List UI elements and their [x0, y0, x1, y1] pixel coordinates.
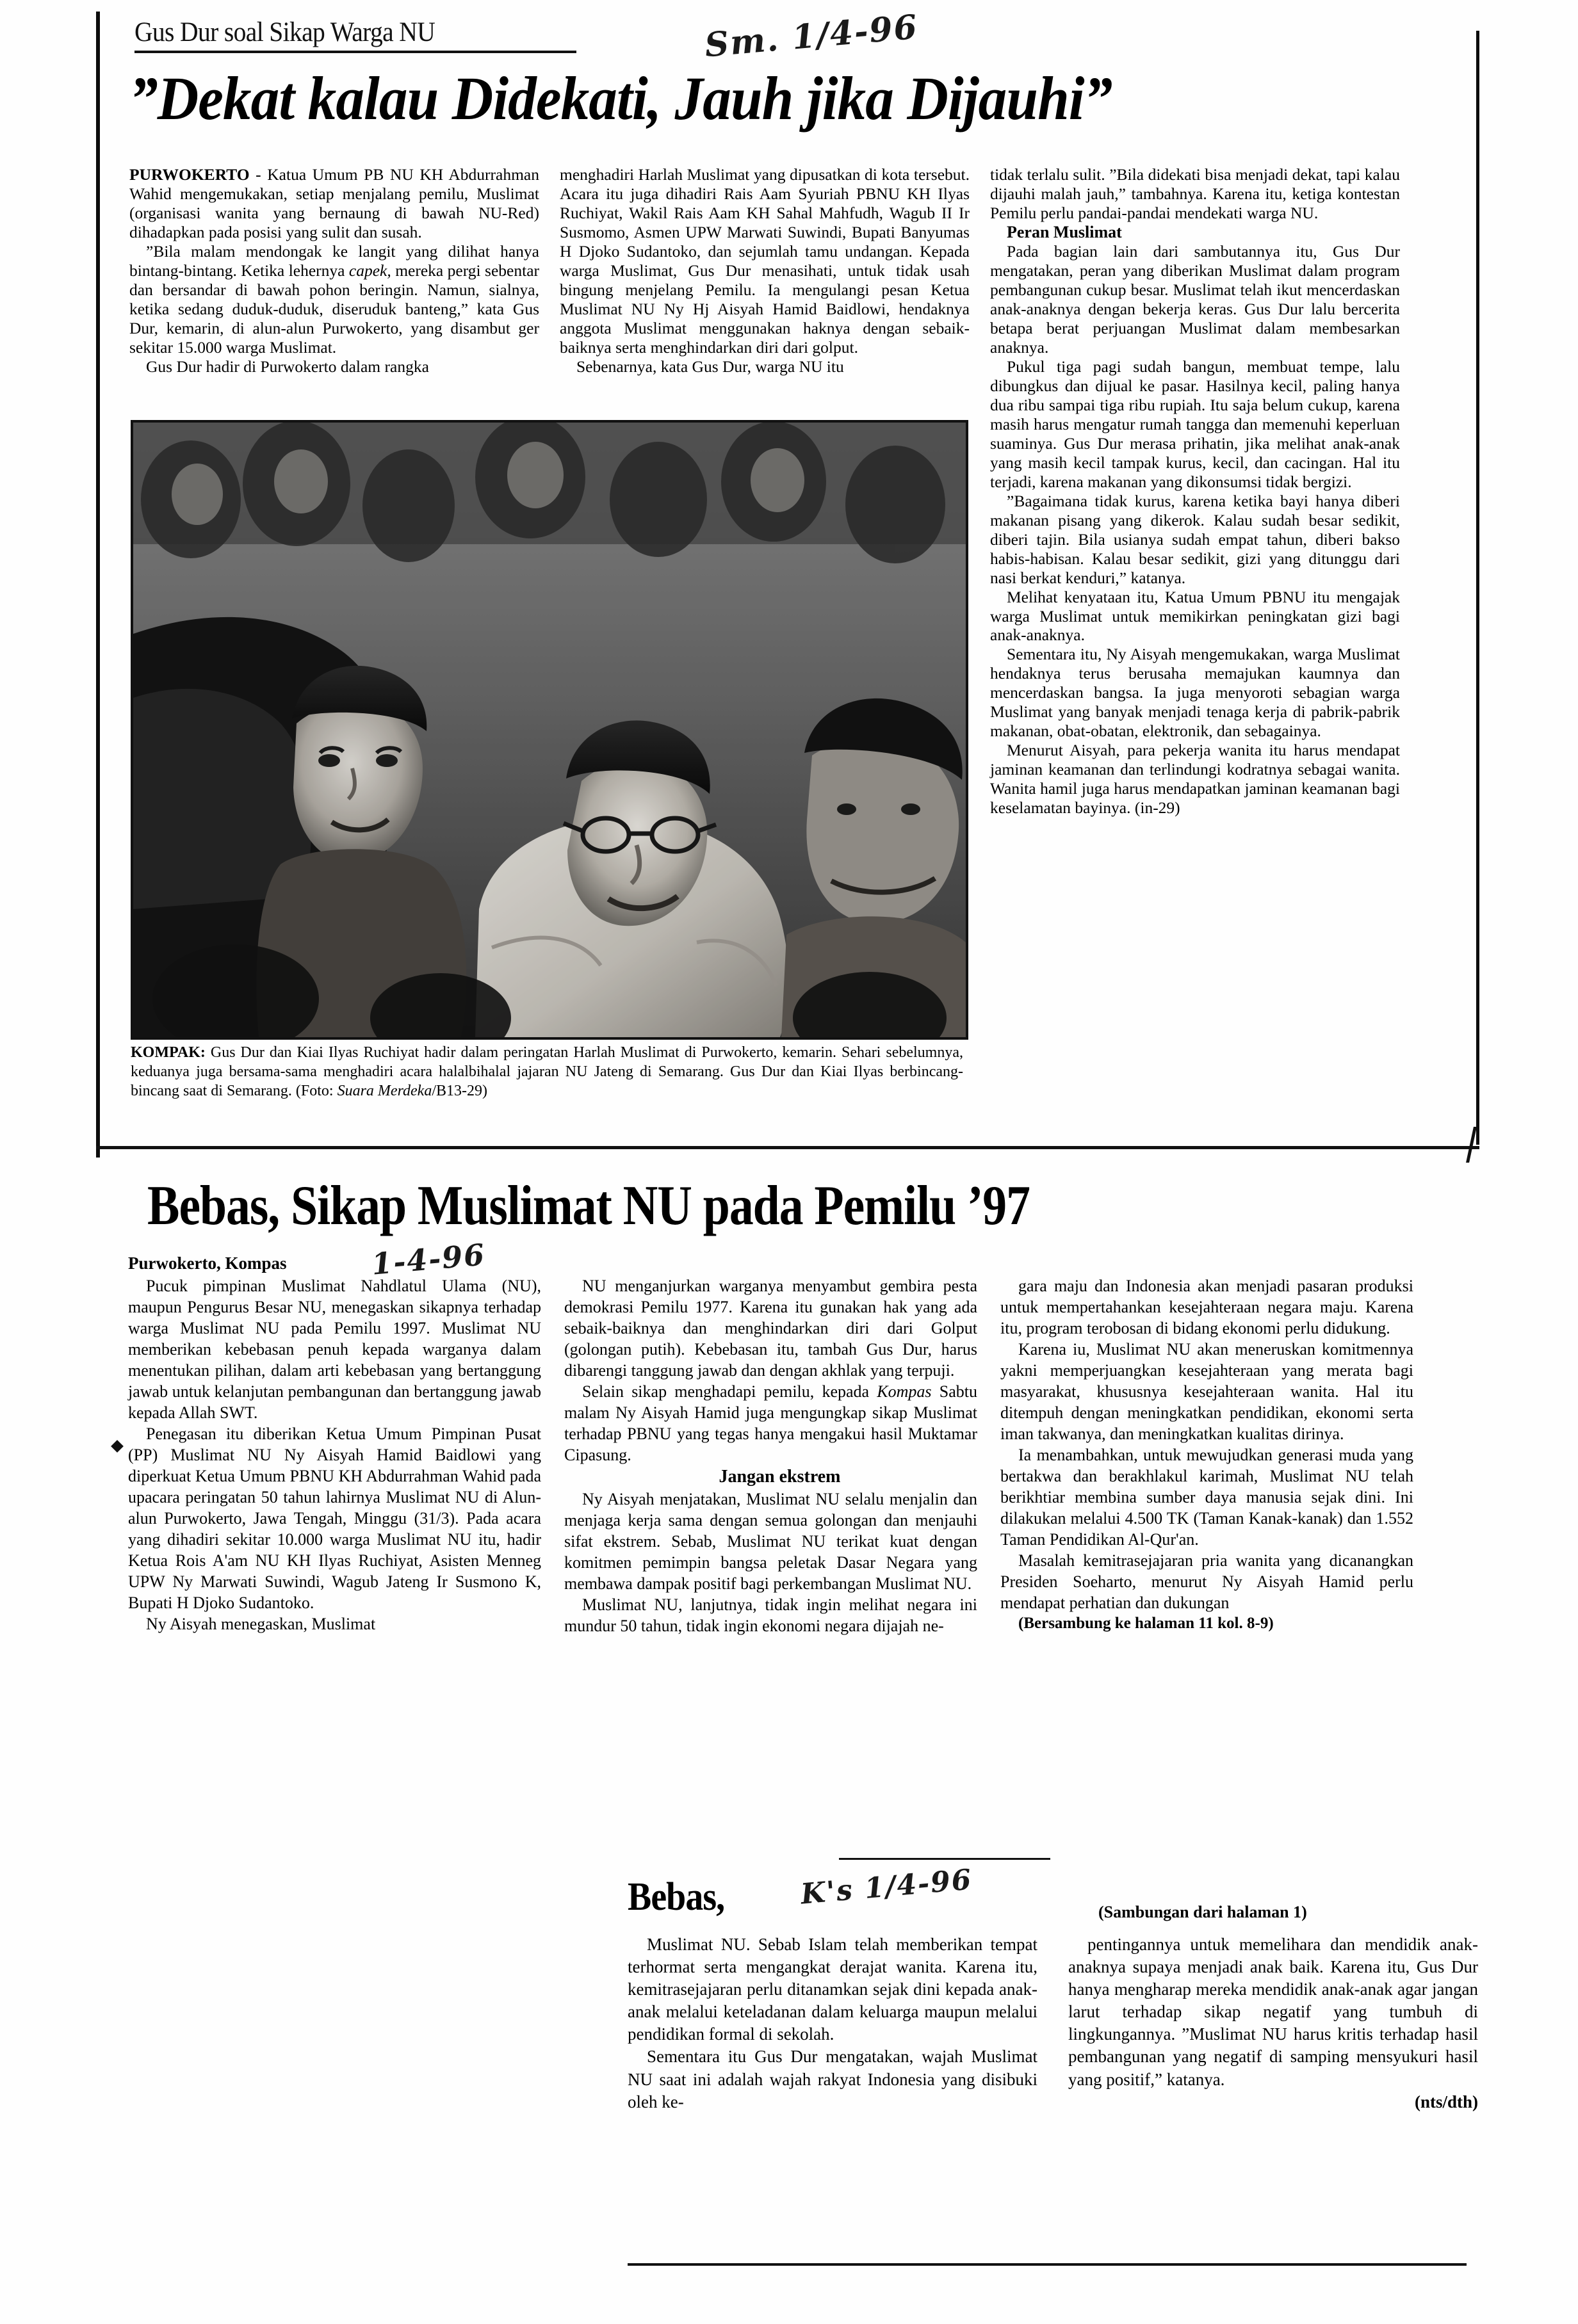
- photo-caption: [131, 1044, 963, 1101]
- section-subhead: Jangan ekstrem: [719, 1467, 841, 1487]
- handwritten-date-annotation: Sm. 1/4-96: [703, 7, 920, 65]
- jump-line: (Bersambung ke halaman 11 kol. 8-9): [1018, 1615, 1274, 1633]
- continuation-top-rule: [839, 1858, 1050, 1860]
- paragraph: Penegasan itu diberikan Ketua Umum Pimpinan Pusat (PP) Muslimat NU Ny Aisyah Hamid Baidlowi yang diperkuat Ketua Umum PBNU KH Abdurrahman Wahid pada upacara peringatan 50 tahun lahirnya Muslimat NU di Alun-alun Purwokerto, Jawa Tengah, Minggu (31/3). Pada acara yang dihadiri sekitar 10.000 warga Muslimat NU itu, hadir Ketua Rois A'am NU KH Ilyas Ruchiyat, Asisten Menneg UPW Ny Marwati Suwindi, Wagub Jateng Ir Susmono K, Bupati H Djoko Sudantoko.: [128, 1424, 541, 1613]
- margin-mark: [111, 1440, 124, 1453]
- paragraph: tidak terlalu sulit. ”Bila didekati bisa menjadi dekat, tapi kalau dijauhi malah jauh,” tambahnya. Karena itu, ketiga kontestan Pemilu perlu pandai-pandai mendekati warga NU.: [990, 165, 1400, 222]
- paragraph: Pada bagian lain dari sambutannya itu, Gus Dur mengatakan, peran yang diberikan Muslimat dalam program pembangunan cukup besar. Muslimat telah ikut mencerdaskan anak-anaknya dengan bekerja keras. Gus Dur lalu bercerita betapa berat perjuangan Muslimat dalam membesarkan anaknya.: [990, 242, 1400, 357]
- dateline: PURWOKERTO: [129, 165, 250, 184]
- paragraph: Karena iu, Muslimat NU akan meneruskan komitmennya yakni memperjuangkan kesejahteraan yang merata bagi masyarakat, khususnya kesejahteraan wanita. Hal itu ditempuh dengan meningkatkan pendidikan, ekonomi serta iman takwanya, dan meningkatkan kualitas dirinya.: [1000, 1340, 1413, 1444]
- paragraph: Gus Dur hadir di Purwokerto dalam rangka: [146, 357, 429, 376]
- paragraph-text: ”Bila malam mendongak ke langit yang dilihat hanya bintang-bintang. Ketika lehernya: [129, 241, 539, 280]
- paragraph-text: Katua Umum PB NU KH Abdurrahman Wahid mengemukakan, setiap menjalang pemilu, Muslimat (organisasi wanita yang bernaung di bawah NU-Red) dihadapkan pada posisi yang sulit dan susah.: [129, 165, 539, 241]
- clipping-bottom-rule: [96, 1146, 1479, 1149]
- handwritten-date-annotation-3: K's 1/4-96: [799, 1863, 974, 1911]
- paragraph: Melihat kenyataan itu, Katua Umum PBNU itu mengajak warga Muslimat untuk memikirkan peningkatan gizi bagi anak-anaknya.: [990, 587, 1400, 645]
- paragraph: ”Bagaimana tidak kurus, karena ketika bayi hanya diberi makanan pisang yang dikerok. Kalau sudah besar sedikit, diberi tajin. Bila usianya sudah empat tahun, diberi bakso habis-habisan. Kalau besar sedikit, gizi yang ditunggu dari nasi berkat kenduri,” katanya.: [990, 491, 1400, 587]
- clipping-corner-mark: [1466, 1127, 1477, 1163]
- column-1: [628, 1933, 1037, 2113]
- publication-name: Kompas: [877, 1382, 932, 1401]
- paragraph: Ny Aisyah menegaskan, Muslimat: [146, 1615, 376, 1634]
- column-3: [1000, 1275, 1413, 1636]
- paragraph: Sementara itu, Ny Aisyah mengemukakan, warga Muslimat hendaknya terus berusaha memajukan kaumnya dan mencerdaskan bangsa. Ia juga menyoroti sebagian warga Muslimat yang banyak menjadi tenaga kerja di pabrik-pabrik makanan, obat-obatan, elektronik, dan sebagainya.: [990, 645, 1400, 741]
- paragraph: Sementara itu Gus Dur mengatakan, wajah Muslimat NU saat ini adalah wajah rakyat Indonesia yang disibuki oleh ke-: [628, 2047, 1037, 2111]
- handwritten-date-annotation-2: 1-4-96: [370, 1237, 487, 1282]
- kicker-underline: [134, 51, 576, 53]
- caption-label: KOMPAK:: [131, 1044, 206, 1061]
- article2-byline: Purwokerto, Kompas: [128, 1254, 287, 1273]
- article2-headline: Bebas, Sikap Muslimat NU pada Pemilu ’97: [147, 1175, 1030, 1237]
- paragraph: [564, 1381, 977, 1465]
- section-subhead: Peran Muslimat: [1007, 222, 1122, 241]
- article-bebas-continuation: [628, 1844, 1479, 2305]
- paragraph: gara maju dan Indonesia akan menjadi pasaran produksi untuk mempertahankan kesejahteraan negara maju. Karena itu, program terobosan di bidang ekonomi perlu didukung.: [1000, 1277, 1413, 1338]
- paragraph-text: Sabtu malam Ny Aisyah Hamid juga mengungkap sikap Muslimat terhadap PBNU yang tegas hanya mengakui hasil Muktamar Cipasung.: [564, 1382, 977, 1465]
- caption-source-tail: /B13-29): [432, 1082, 488, 1099]
- paragraph: menghadiri Harlah Muslimat yang dipusatkan di kota tersebut. Acara itu juga dihadiri Rais Aam Syuriah PBNU KH Ilyas Ruchiyat, Wakil Rais Aam KH Sahal Mahfudh, Wagub II Ir Susmomo, Asmen UPW Marwati Suwindi, Bupati Banyumas H Djoko Sudantoko, dan sejumlah tamu undangan. Kepada warga Muslimat, Gus Dur menasihati, untuk tidak usah bingung menjelang Pemilu. Ia mengulangi pesan Ketua Muslimat NU Ny Hj Aisyah Hamid Baidlowi, hendaknya anggota Muslimat menggunakan haknya dengan sebaik-baiknya serta menghindarkan diri dari golput.: [560, 165, 970, 357]
- paragraph: Muslimat NU. Sebab Islam telah memberikan tempat terhormat serta mengangkat derajat wanita. Karena itu, kemitrasejajaran perlu ditanamkan sejak dini kepada anak-anak melalui keteladanan dalam keluarga maupun melalui pendidikan formal di sekolah.: [628, 1935, 1037, 2044]
- article-photo: [131, 420, 968, 1040]
- byline-signoff: (nts/dth): [1414, 2092, 1478, 2111]
- paragraph: Ny Aisyah menjatakan, Muslimat NU selalu menjalin dan menjaga kerja sama dengan semua golongan dan menjauhi sifat ekstrem. Sebab, Muslimat NU terikat kuat dengan komitmen pemimpin bangsa peletak Dasar Negara yang membawa dampak positif bagi perkembangan Muslimat NU.: [564, 1489, 977, 1593]
- caption-text: Gus Dur dan Kiai Ilyas Ruchiyat hadir dalam peringatan Harlah Muslimat di Purwokerto, kemarin. Sehari sebelumnya, keduanya juga bersama-sama menghadiri acara halalbihalal jajaran NU Jateng di Semarang. Gus Dur dan Kiai Ilyas berbincang-bincang saat di Semarang. (Foto:: [131, 1044, 963, 1099]
- continuation-from-line: (Sambungan dari halaman 1): [1098, 1903, 1307, 1921]
- article-kicker: Gus Dur soal Sikap Warga NU: [134, 17, 435, 47]
- paragraph-text: mereka pergi sebentar dan bersandar di bawah pohon beringin. Namun, sialnya, ketika sedang duduk-duduk, diseruduk banteng,” kata Gus Dur, kemarin, di alun-alun Purwokerto, yang disambut ger sekitar 15.000 warga Muslimat.: [129, 261, 540, 357]
- photo-graphic: [133, 423, 966, 1037]
- paragraph: Pukul tiga pagi sudah bangun, membuat tempe, lalu dibungkus dan dijual ke pasar. Hasilnya kecil, paling hanya dua ribu sampai tiga ribu rupiah. Itu saja belum cukup, karena masih harus mengatur rumah tangga dan memenuhi keperluan suaminya. Gus Dur merasa prihatin, jika melihat anak-anak yang masih kecil tampak kurus, kecil, dan cacingan. Hal itu terjadi, karena makanan yang dikonsumsi tidak bergizi.: [990, 357, 1400, 491]
- paragraph: Menurut Aisyah, para pekerja wanita itu harus mendapat jaminan keamanan dan terlindungi kodratnya sebagai wanita. Wanita hamil juga harus mendapatkan jaminan keamanan bagi keselamatan bayinya. (in-29): [990, 741, 1400, 818]
- paragraph: [129, 242, 539, 357]
- kicker-block: [134, 18, 621, 53]
- article-gus-dur: [96, 7, 1479, 1164]
- paragraph: Muslimat NU, lanjutnya, tidak ingin melihat negara ini mundur 50 tahun, tidak ingin ekonomi negara dijajah ne-: [564, 1595, 977, 1635]
- paragraph: Pucuk pimpinan Muslimat Nahdlatul Ulama (NU), maupun Pengurus Besar NU, menegaskan sikapnya terhadap warga Muslimat NU pada Pemilu 1997. Muslimat NU memberikan kebebasan penuh kepada warganya dalam menentukan pilihan, dalam arti kebebasan yang bertanggung jawab untuk kelanjutan pembangunan dan bertanggung jawab kepada Allah SWT.: [128, 1277, 541, 1423]
- article2-columns: [128, 1275, 1447, 1636]
- paragraph: Masalah kemitrasejajaran pria wanita yang dicanangkan Presiden Soeharto, menurut Ny Aisyah Hamid perlu mendapat perhatian dan dukungan: [1000, 1551, 1413, 1613]
- article-bebas-sikap-muslimat: [96, 1175, 1479, 1825]
- dateline-dash: -: [249, 165, 268, 184]
- paragraph: Sebenarnya, kata Gus Dur, warga NU itu: [576, 357, 844, 376]
- continuation-title: Bebas,: [628, 1875, 725, 1919]
- clipping-edge-right: [1476, 31, 1479, 1145]
- column-3: [990, 165, 1400, 818]
- column-2: [564, 1275, 977, 1636]
- emphasis-word: capek,: [348, 261, 391, 280]
- paragraph: NU menganjurkan warganya menyambut gembira pesta demokrasi Pemilu 1977. Karena itu gunakan hak yang ada sebaik-baiknya dan menghindarkan diri dari Golput (golongan putih). Kebebasan itu, tambah Gus Dur, harus dibarengi tanggung jawab dan dengan akhlak yang terpuji.: [564, 1277, 977, 1380]
- column-2: [1068, 1933, 1478, 2113]
- clipping-edge-left: [96, 12, 100, 1158]
- paragraph-text: Selain sikap menghadapi pemilu, kepada: [582, 1382, 877, 1401]
- article-headline: ”Dekat kalau Didekati, Jauh jika Dijauhi”: [129, 64, 1112, 133]
- paragraph: pentingannya untuk memelihara dan mendidik anak-anaknya supaya menjadi anak baik. Karena itu, Gus Dur hanya mengharap mereka mendidik anak-anak agar jangan larut terhadap sikap negatif yang tumbuh di lingkungannya. ”Muslimat NU harus kritis terhadap hasil pembangunan yang negatif di samping mensyukuri hasil yang positif,” katanya.: [1068, 1935, 1478, 2089]
- caption-source: Suara Merdeka: [337, 1082, 432, 1099]
- paragraph: Ia menambahkan, untuk mewujudkan generasi muda yang bertakwa dan berakhlakul karimah, Muslimat NU telah berikhtiar membina sumber daya manusia sejak dini. Ini dilakukan melalui 4.500 TK (Taman Kanak-kanak) dan 1.552 Taman Pendidikan Al-Qur'an.: [1000, 1446, 1413, 1549]
- continuation-columns: [628, 1933, 1479, 2113]
- column-1: [128, 1275, 541, 1636]
- continuation-bottom-rule: [628, 2263, 1467, 2266]
- paragraph: [129, 165, 539, 242]
